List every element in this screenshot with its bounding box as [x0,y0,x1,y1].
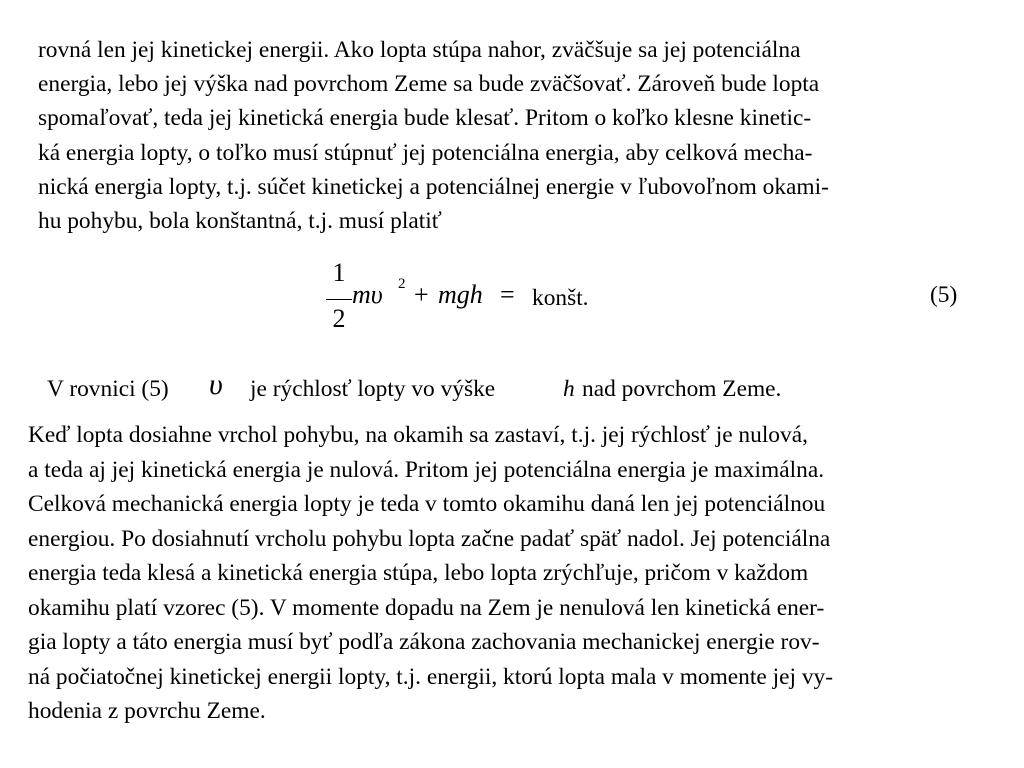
text-line: Keď lopta dosiahne vrchol pohybu, na okamih sa zastaví, t.j. jej rýchlosť je nulová, [28,422,808,448]
fraction-denominator: 2 [332,304,346,333]
sentence-part: V rovnici (5) [47,376,169,402]
sentence-part: je rýchlosť lopty vo výške [250,376,496,402]
paragraph-apex-fall [28,418,1003,729]
text-line: energiou. Po dosiahnutí vrcholu pohybu lopta začne padať späť nadol. Jej potenciálna [28,525,831,552]
equation-number: (5) [930,282,958,308]
text-line: nická energia lopty, t.j. súčet kinetickej a potenciálnej energie v ľubovoľnom okami- [38,173,829,200]
text-line: spomaľovať, teda jej kinetická energia bude klesať. Pritom o koľko klesne kinetic- [38,105,812,132]
text-line: gia lopty a táto energia musí byť podľa zákona zachovania mechanickej energie rov- [28,629,820,655]
fraction-numerator: 1 [332,258,346,287]
constant-label: konšt. [532,285,589,311]
potential-term: mgh [438,280,483,309]
text-line: a teda aj jej kinetická energia je nulová. Pritom jej potenciálna energia je maximálna. [28,456,825,483]
exponent: 2 [398,276,406,292]
energy-equation [320,258,640,344]
text-line: hu pohybu, bola konštantná, t.j. musí platiť [38,208,442,235]
velocity-symbol: υ [209,368,223,401]
text-line: energia, lebo jej výška nad povrchom Zeme sa bude zväčšovať. Zároveň bude lopta [38,71,820,98]
paragraph-energy-rise [38,33,998,238]
fraction-bar [326,299,352,300]
text-line: ká energia lopty, o toľko musí stúpnuť jej potenciálna energia, aby celková mecha- [38,139,813,166]
text-line: energia teda klesá a kinetická energia stúpa, lebo lopta zrýchľuje, pričom v každom [28,560,809,586]
equals-sign: = [500,280,515,309]
plus-sign: + [414,280,429,309]
text-line: hodenia z povrchu Zeme. [28,698,266,724]
text-line: okamihu platí vzorec (5). V momente dopadu na Zem je nenulová len kinetická ener- [28,594,825,621]
text-line: ná počiatočnej kinetickej energii lopty, t.j. energii, ktorú lopta mala v momente jej vy- [28,663,834,690]
text-line: rovná len jej kinetickej energii. Ako lopta stúpa nahor, zväčšuje sa jej potenciálna [38,37,801,63]
sentence-part: nad povrchom Zeme. [582,376,782,402]
text-line: Celková mechanická energia lopty je teda v tomto okamihu daná len jej potenciálnou [28,491,826,517]
kinetic-term: mυ [352,280,383,309]
height-symbol: h [563,376,575,402]
equation-explanation [47,368,947,406]
